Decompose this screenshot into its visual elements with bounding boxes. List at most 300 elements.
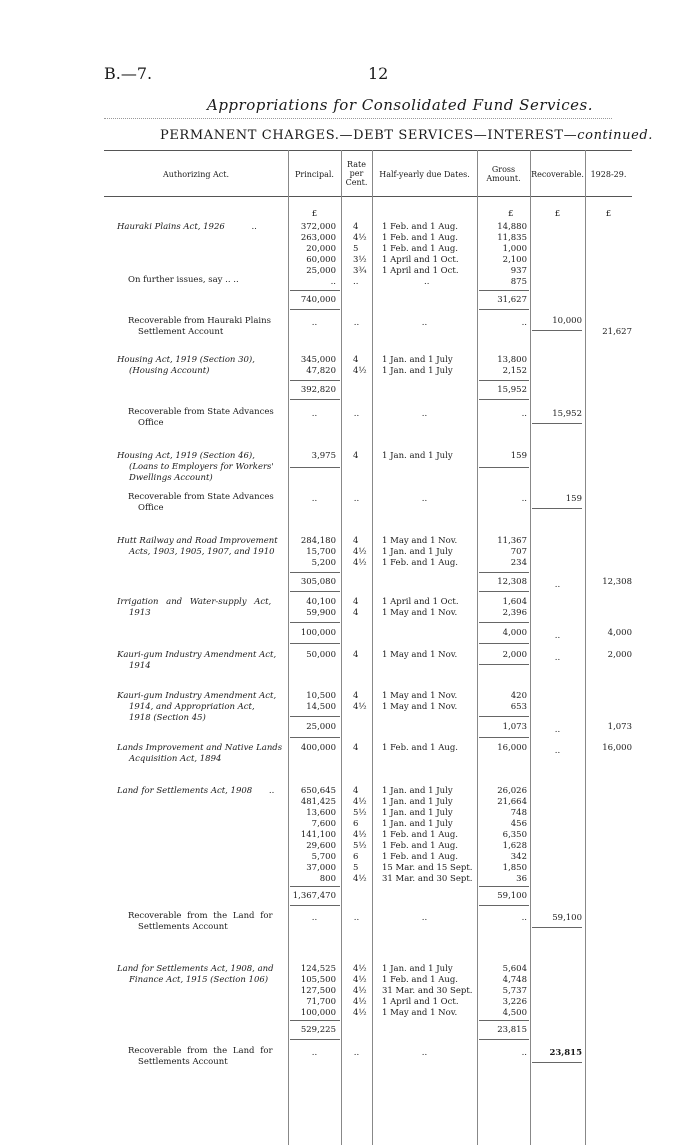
rate-column (353, 597, 358, 619)
due-dates: 1 Jan. and 1 July (382, 355, 453, 365)
act-line: Housing Act, 1919 (Section 30), (117, 355, 255, 365)
placeholder-dots: .. (554, 631, 561, 641)
subtotal-rule (290, 737, 340, 738)
header-rate (341, 160, 372, 187)
subtotal-rule (290, 399, 340, 400)
gross-value: 1,000 (502, 244, 527, 254)
rate-value: 5½ (353, 808, 367, 818)
recoverable-label-line: Office (138, 418, 164, 428)
act-line: Acquisition Act, 1894 (129, 754, 222, 764)
subtotal-rule (479, 1020, 529, 1021)
principal-value: 800 (319, 874, 336, 884)
due-dates: 1 May and 1 Nov. (382, 691, 458, 701)
subtotal-rule (290, 1020, 340, 1021)
page-number: 12 (368, 64, 389, 83)
rate-value: 4½ (353, 830, 367, 840)
placeholder-dots: .. (311, 1048, 318, 1058)
principal-total: 25,000 (306, 722, 336, 732)
header-due-dates: Half-yearly due Dates. (379, 170, 470, 179)
header-gross-line: Gross (491, 165, 516, 174)
gross-value: 5,604 (502, 964, 527, 974)
year-total: 16,000 (602, 743, 632, 753)
authorizing-act (117, 743, 282, 765)
placeholder-dots: .. (311, 409, 318, 419)
currency-principal: £ (311, 209, 318, 219)
act-line: Housing Act, 1919 (Section 46), (117, 451, 255, 461)
due-dates: 15 Mar. and 15 Sept. (382, 863, 473, 873)
header-gross-amount (477, 165, 530, 183)
due-dates: 1 Feb. and 1 Aug. (382, 244, 458, 254)
principal-value: 60,000 (306, 255, 336, 265)
due-dates: 1 May and 1 Nov. (382, 702, 458, 712)
gross-value: 2,100 (502, 255, 527, 265)
rate-value: 4½ (353, 547, 367, 557)
principal-value: 50,000 (306, 650, 336, 660)
principal-value: 105,500 (300, 975, 336, 985)
rate-value: 4 (353, 451, 359, 461)
gross-value: 21,664 (497, 797, 527, 807)
principal-value: 71,700 (306, 997, 336, 1007)
principal-value: 37,000 (306, 863, 336, 873)
placeholder-dots: .. (421, 494, 428, 504)
act-line: 1918 (Section 45) (129, 713, 206, 723)
placeholder-dots: .. (421, 409, 428, 419)
subtotal-rule (479, 905, 529, 906)
principal-value: 5,700 (311, 852, 336, 862)
act-line: Kauri-gum Industry Amendment Act, (117, 650, 277, 660)
gross-value: 11,367 (497, 536, 527, 546)
subtotal-rule (479, 591, 529, 592)
rate-column (353, 536, 367, 569)
subtotal-rule (479, 664, 529, 665)
gross-value: 4,500 (502, 1008, 527, 1018)
subtotal-rule (290, 467, 340, 468)
recoverable-label-line: Recoverable from the Land for (128, 911, 273, 921)
due-dates: 1 Jan. and 1 July (382, 797, 453, 807)
recoverable-label (128, 911, 273, 933)
rate-value: 4 (353, 597, 359, 607)
principal-column (288, 536, 336, 569)
placeholder-dots: .. (554, 580, 561, 590)
principal-value: .. (330, 277, 336, 287)
header-rate-line: Rate (347, 160, 366, 169)
subtotal-rule (290, 290, 340, 291)
dates-column (382, 222, 459, 288)
due-dates: 1 Feb. and 1 Aug. (382, 222, 458, 232)
gross-value: 2,152 (502, 366, 527, 376)
principal-total: 1,367,470 (292, 891, 336, 901)
subtotal-rule (290, 643, 340, 644)
placeholder-dots: .. (421, 318, 428, 328)
dates-column (382, 691, 457, 713)
gross-total: 59,100 (497, 891, 527, 901)
subtotal-rule (479, 399, 529, 400)
dates-column (382, 597, 459, 619)
subtotal-rule (479, 622, 529, 623)
gross-value: 26,026 (497, 786, 527, 796)
rate-value: 4½ (353, 964, 367, 974)
placeholder-dots: .. (554, 653, 561, 663)
subtotal-rule (479, 380, 529, 381)
subtotal-rule (290, 380, 340, 381)
recoverable-rule (532, 423, 582, 424)
subtotal-rule (290, 591, 340, 592)
due-dates: 1 Jan. and 1 July (382, 366, 453, 376)
placeholder-dots: .. (311, 494, 318, 504)
gross-value: 3,226 (502, 997, 527, 1007)
due-dates: 31 Mar. and 30 Sept. (382, 986, 473, 996)
due-dates: 1 Feb. and 1 Aug. (382, 558, 458, 568)
gross-column (477, 964, 527, 1019)
gross-value: 875 (510, 277, 527, 287)
rate-value: 4½ (353, 702, 367, 712)
gross-total: 12,308 (497, 577, 527, 587)
principal-value: 400,000 (300, 743, 336, 753)
year-total: 1,073 (607, 722, 632, 732)
subtotal-rule (479, 290, 529, 291)
rate-value: 5 (353, 863, 359, 873)
rate-value: 4½ (353, 997, 367, 1007)
subtotal-rule (290, 309, 340, 310)
rate-value: .. (353, 277, 359, 287)
principal-column (288, 355, 336, 377)
recoverable-label (128, 1046, 273, 1068)
header-rate-line: Cent. (345, 178, 368, 187)
table-header-rule (104, 196, 632, 197)
gross-column (477, 536, 527, 569)
gross-value: 420 (510, 691, 527, 701)
gross-value: 937 (510, 266, 527, 276)
recoverable-value: 23,815 (549, 1048, 582, 1058)
gross-value: 6,350 (502, 830, 527, 840)
recoverable-rule (532, 927, 582, 928)
gross-value: 234 (510, 558, 527, 568)
principal-value: 124,525 (300, 964, 336, 974)
recoverable-rule (532, 508, 582, 509)
gross-value: 1,604 (502, 597, 527, 607)
header-authorizing-act: Authorizing Act. (162, 170, 230, 179)
placeholder-dots: .. (521, 318, 527, 328)
due-dates: 1 April and 1 Oct. (382, 997, 459, 1007)
header-recoverable: Recoverable. (531, 170, 584, 179)
recoverable-label-line: Recoverable from State Advances (128, 407, 274, 417)
due-dates: 1 Jan. and 1 July (382, 786, 453, 796)
header-principal: Principal. (295, 170, 334, 179)
placeholder-dots: .. (421, 913, 428, 923)
principal-value: 47,820 (306, 366, 336, 376)
rate-value: 4½ (353, 366, 367, 376)
dates-column (382, 355, 453, 377)
principal-value: 284,180 (300, 536, 336, 546)
page-title: Appropriations for Consolidated Fund Services. (207, 96, 594, 114)
principal-value: 7,600 (311, 819, 336, 829)
placeholder-dots: .. (353, 1048, 360, 1058)
rate-value: 6 (353, 852, 359, 862)
act-line: (Housing Account) (129, 366, 210, 376)
act-line: Kauri-gum Industry Amendment Act, (117, 691, 277, 701)
due-dates: 1 May and 1 Nov. (382, 536, 458, 546)
principal-value: 20,000 (306, 244, 336, 254)
due-dates: 1 Feb. and 1 Aug. (382, 233, 458, 243)
rate-value: 4½ (353, 233, 367, 243)
due-dates: .. (424, 277, 430, 287)
principal-total: 392,820 (300, 385, 336, 395)
gross-total: 15,952 (497, 385, 527, 395)
principal-total: 740,000 (300, 295, 336, 305)
rate-value: 4½ (353, 975, 367, 985)
gross-value: 1,850 (502, 863, 527, 873)
subtotal-rule (479, 737, 529, 738)
principal-value: 29,600 (306, 841, 336, 851)
gross-value: 456 (510, 819, 527, 829)
act-title: Hauraki Plains Act, 1926 (117, 222, 225, 232)
rate-column (353, 222, 367, 288)
gross-value: 11,835 (497, 233, 527, 243)
act-line: (Loans to Employers for Workers' (129, 462, 274, 472)
page-subtitle (160, 128, 653, 143)
recoverable-value: 159 (565, 494, 582, 504)
act-leader: .. (251, 222, 257, 232)
recoverable-label (128, 316, 271, 338)
recoverable-label-line: Office (138, 503, 164, 513)
act-line: 1913 (129, 608, 151, 618)
principal-value: 100,000 (300, 1008, 336, 1018)
subtotal-rule (479, 1039, 529, 1040)
recoverable-value: 59,100 (552, 913, 582, 923)
subtotal-rule (479, 309, 529, 310)
placeholder-dots: .. (521, 494, 527, 504)
due-dates: 1 Jan. and 1 July (382, 819, 453, 829)
rate-column (353, 355, 367, 377)
subtotal-rule (290, 572, 340, 573)
col-divider-3 (372, 150, 373, 1145)
due-dates: 1 April and 1 Oct. (382, 597, 459, 607)
principal-value: 5,200 (311, 558, 336, 568)
recoverable-label-line: Recoverable from Hauraki Plains (128, 316, 271, 326)
rate-value: 4½ (353, 874, 367, 884)
placeholder-dots: .. (311, 318, 318, 328)
principal-value: 127,500 (300, 986, 336, 996)
authorizing-act (117, 536, 278, 558)
dates-column (382, 964, 472, 1019)
gross-value: 16,000 (497, 743, 527, 753)
rate-value: 4 (353, 743, 359, 753)
subtitle-continued: continued. (577, 128, 654, 143)
gross-value: 1,628 (502, 841, 527, 851)
dates-column (382, 786, 472, 885)
recoverable-rule (532, 1062, 582, 1063)
subtitle-main: PERMANENT CHARGES.—DEBT SERVICES—INTEREST— (160, 128, 578, 143)
rate-value: 4 (353, 786, 359, 796)
due-dates: 1 May and 1 Nov. (382, 1008, 458, 1018)
gross-value: 342 (510, 852, 527, 862)
rate-column (353, 691, 367, 713)
subtotal-rule (290, 905, 340, 906)
act-line: Hutt Railway and Road Improvement (117, 536, 278, 546)
rate-value: 4 (353, 222, 359, 232)
due-dates: 1 April and 1 Oct. (382, 255, 459, 265)
gross-value: 36 (516, 874, 527, 884)
placeholder-dots: .. (521, 1048, 527, 1058)
rate-value: 4½ (353, 1008, 367, 1018)
table-top-rule (104, 150, 632, 151)
rate-value: 3½ (353, 255, 367, 265)
act-leader: .. (268, 786, 275, 796)
gross-value: 2,000 (502, 650, 527, 660)
gross-value: 2,396 (502, 608, 527, 618)
header-year: 1928-29. (590, 170, 627, 179)
gross-value: 13,800 (497, 355, 527, 365)
authorizing-act (117, 451, 274, 484)
currency-recoverable: £ (554, 209, 561, 219)
due-dates: 1 April and 1 Oct. (382, 266, 459, 276)
due-dates: 1 Feb. and 1 Aug. (382, 852, 458, 862)
principal-value: 372,000 (300, 222, 336, 232)
currency-gross: £ (508, 209, 514, 219)
gross-value: 4,748 (502, 975, 527, 985)
col-divider-2 (341, 150, 342, 1145)
placeholder-dots: .. (521, 409, 527, 419)
header-rate-line: per (349, 169, 364, 178)
gross-total: 1,073 (502, 722, 527, 732)
recoverable-rule (532, 330, 582, 331)
due-dates: 1 Feb. and 1 Aug. (382, 975, 458, 985)
principal-column (288, 222, 336, 288)
col-divider-5 (530, 150, 531, 1145)
principal-total: 305,080 (300, 577, 336, 587)
act-title: Land for Settlements Act, 1908 (117, 786, 253, 796)
act-line: Land for Settlements Act, 1908, and (117, 964, 274, 974)
authorizing-act (117, 222, 257, 233)
gross-column (477, 597, 527, 619)
principal-value: 25,000 (306, 266, 336, 276)
due-dates: 1 Jan. and 1 July (382, 964, 453, 974)
rate-value: 6 (353, 819, 359, 829)
subtotal-rule (479, 716, 529, 717)
principal-value: 14,500 (306, 702, 336, 712)
recoverable-label-line: Recoverable from State Advances (128, 492, 274, 502)
gross-total: 4,000 (502, 628, 527, 638)
gross-column (477, 786, 527, 885)
rate-value: 4½ (353, 797, 367, 807)
principal-value: 15,700 (306, 547, 336, 557)
principal-total: 529,225 (300, 1025, 336, 1035)
act-line: 1914, and Appropriation Act, (129, 702, 255, 712)
principal-value: 13,600 (306, 808, 336, 818)
principal-value: 650,645 (300, 786, 336, 796)
principal-value: 481,425 (300, 797, 336, 807)
due-dates: 1 Jan. and 1 July (382, 451, 453, 461)
act-line: Irrigation and Water-supply Act, (117, 597, 272, 607)
authorizing-act (117, 650, 276, 672)
subtotal-rule (290, 716, 340, 717)
principal-value: 59,900 (306, 608, 336, 618)
year-total: 2,000 (607, 650, 632, 660)
rate-value: 5 (353, 244, 359, 254)
subtotal-rule (290, 622, 340, 623)
principal-column (288, 597, 336, 619)
gross-value: 748 (510, 808, 527, 818)
principal-value: 263,000 (300, 233, 336, 243)
act-line: Dwellings Account) (129, 473, 213, 483)
placeholder-dots: .. (521, 913, 527, 923)
gross-total: 23,815 (497, 1025, 527, 1035)
gross-column (477, 222, 527, 288)
act-line: 1914 (129, 661, 151, 671)
subtotal-rule (290, 886, 340, 887)
header-gross-line: Amount. (486, 174, 521, 183)
rate-value: 3¾ (353, 266, 367, 276)
act-line: Lands Improvement and Native Lands (117, 743, 283, 753)
title-rule (104, 118, 612, 119)
year-total: 21,627 (602, 327, 632, 337)
due-dates: 1 Feb. and 1 Aug. (382, 841, 458, 851)
subtotal-rule (479, 467, 529, 468)
currency-year: £ (605, 209, 612, 219)
recoverable-label-line: Settlements Account (138, 1057, 228, 1067)
rate-value: 4 (353, 536, 359, 546)
act-line: Finance Act, 1915 (Section 106) (129, 975, 269, 985)
due-dates: 1 Feb. and 1 Aug. (382, 743, 458, 753)
rate-column (353, 786, 367, 885)
authorizing-act (117, 964, 274, 986)
rate-value: 4½ (353, 986, 367, 996)
rate-value: 4 (353, 650, 359, 660)
gross-total: 31,627 (497, 295, 527, 305)
placeholder-dots: .. (353, 913, 360, 923)
principal-column (288, 786, 336, 885)
rate-value: 4 (353, 691, 359, 701)
gross-value: 159 (510, 451, 527, 461)
placeholder-dots: .. (353, 409, 360, 419)
gross-column (477, 691, 527, 713)
report-reference: B.—7. (104, 64, 153, 83)
recoverable-value: 10,000 (552, 316, 582, 326)
year-total: 4,000 (607, 628, 632, 638)
gross-column (477, 355, 527, 377)
subtotal-rule (290, 1039, 340, 1040)
col-divider-6 (585, 150, 586, 1145)
further-issues-note: On further issues, say .. .. (128, 275, 239, 285)
placeholder-dots: .. (353, 318, 360, 328)
due-dates: 1 Jan. and 1 July (382, 808, 453, 818)
subtotal-rule (479, 572, 529, 573)
authorizing-act (117, 355, 255, 377)
principal-value: 345,000 (300, 355, 336, 365)
recoverable-label-line: Settlement Account (138, 327, 224, 337)
principal-value: 141,100 (300, 830, 336, 840)
principal-column (288, 691, 336, 713)
gross-value: 14,880 (497, 222, 527, 232)
dates-column (382, 536, 458, 569)
principal-column (288, 964, 336, 1019)
principal-total: 100,000 (300, 628, 336, 638)
gross-value: 653 (510, 702, 527, 712)
due-dates: 1 May and 1 Nov. (382, 608, 458, 618)
principal-value: 3,975 (311, 451, 336, 461)
subtotal-rule (479, 643, 529, 644)
rate-value: 4½ (353, 558, 367, 568)
due-dates: 1 Jan. and 1 July (382, 547, 453, 557)
rate-column (353, 964, 367, 1019)
recoverable-label (128, 407, 274, 429)
act-line: Acts, 1903, 1905, 1907, and 1910 (129, 547, 275, 557)
gross-value: 707 (510, 547, 527, 557)
due-dates: 1 May and 1 Nov. (382, 650, 458, 660)
placeholder-dots: .. (554, 725, 561, 735)
recoverable-label-line: Recoverable from the Land for (128, 1046, 273, 1056)
recoverable-label-line: Settlements Account (138, 922, 228, 932)
